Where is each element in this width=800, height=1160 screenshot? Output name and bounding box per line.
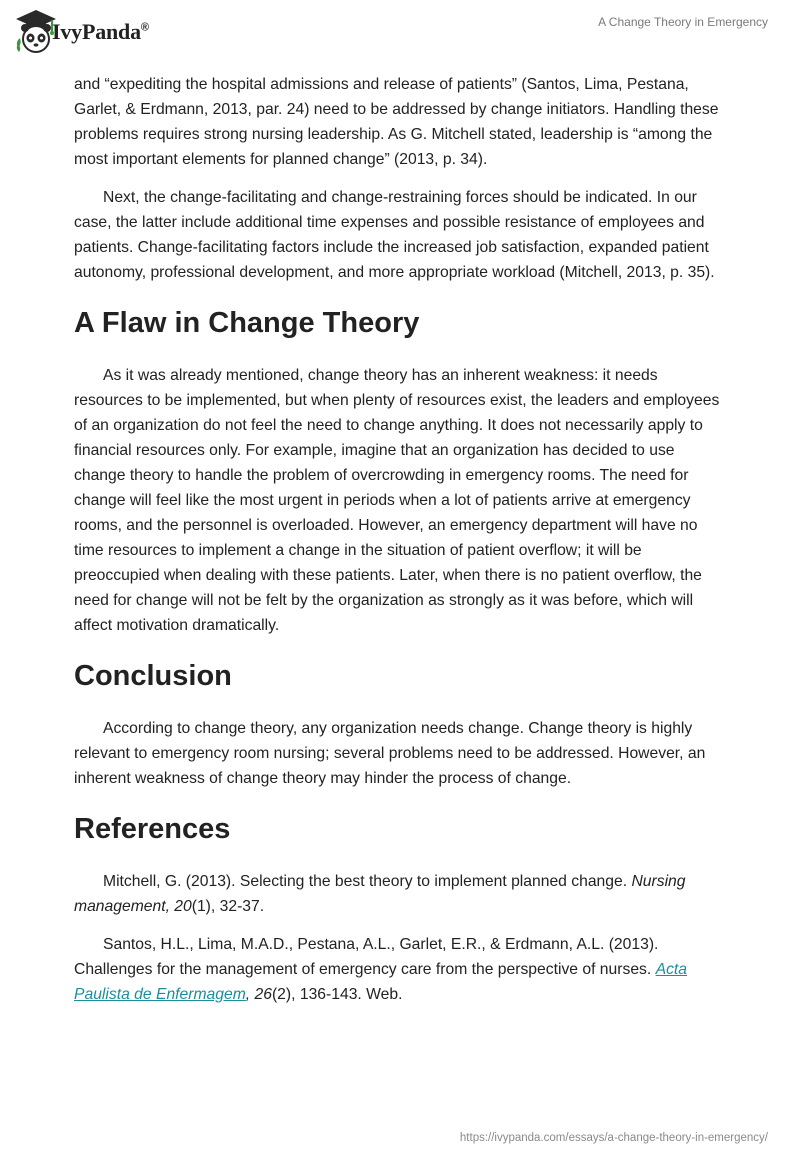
reference-entry: Santos, H.L., Lima, M.A.D., Pestana, A.L., Garlet, E.R., & Erdmann, A.L. (2013). Challenges for the management of emergency care from the perspective of nurses. Acta Paulista de Enfermagem, 26(2), 136-143. Web. — [74, 936, 688, 1003]
section-heading-flaw: A Flaw in Change Theory — [74, 307, 420, 339]
section-heading-conclusion: Conclusion — [74, 660, 232, 692]
section-heading-references: References — [74, 813, 231, 845]
footer-url: https://ivypanda.com/essays/a-change-theory-in-emergency/ — [459, 1132, 768, 1144]
paragraph: Next, the change-facilitating and change-restraining forces should be indicated. In our case, the latter include additional time expenses and possible resistance of employees and patients. Change-facilitating factors include the increased job satisfaction, expanded patient autonomy, professional development, and more appropriate workload (Mitchell, 2013, p. 35). — [74, 189, 715, 281]
essay-content — [74, 72, 730, 1020]
journal-title: Nursing management, 20 — [74, 873, 686, 915]
document-title: A Change Theory in Emergency — [598, 15, 768, 29]
page-header — [0, 0, 800, 64]
brand-name[interactable]: IvyPanda® — [52, 19, 149, 44]
journal-volume: , 26 — [245, 986, 272, 1003]
paragraph: As it was already mentioned, change theory has an inherent weakness: it needs resources to be implemented, but when plenty of resources exist, the leaders and employees of an organization do not feel the need to change anything. It does not necessarily apply to financial resources only. For example, imagine that an organization has decided to use change theory to handle the problem of overcrowding in emergency rooms. The need for change will feel like the most urgent in periods when a lot of patients arrive at emergency rooms, and the personnel is overloaded. However, an emergency department will have no time resources to implement a change in the situation of patient overflow; it will be preoccupied when dealing with these patients. Later, when there is no patient overflow, the need for change will not be felt by the organization as strongly as it was before, which will affect motivation dramatically. — [74, 367, 720, 634]
paragraph: According to change theory, any organization needs change. Change theory is highly relevant to emergency room nursing; several problems need to be addressed. However, an inherent weakness of change theory may hinder the process of change. — [74, 720, 706, 787]
reference-entry: Mitchell, G. (2013). Selecting the best theory to implement planned change. Nursing management, 20(1), 32-37. — [74, 873, 686, 915]
paragraph: and “expediting the hospital admissions and release of patients” (Santos, Lima, Pestana, Garlet, & Erdmann, 2013, par. 24) need to be addressed by change initiators. Handling these problems requires strong nursing leadership. As G. Mitchell stated, leadership is “among the most important elements for planned change” (2013, p. 34). — [74, 76, 719, 168]
journal-link[interactable]: Acta Paulista de Enfermagem — [74, 961, 688, 1003]
